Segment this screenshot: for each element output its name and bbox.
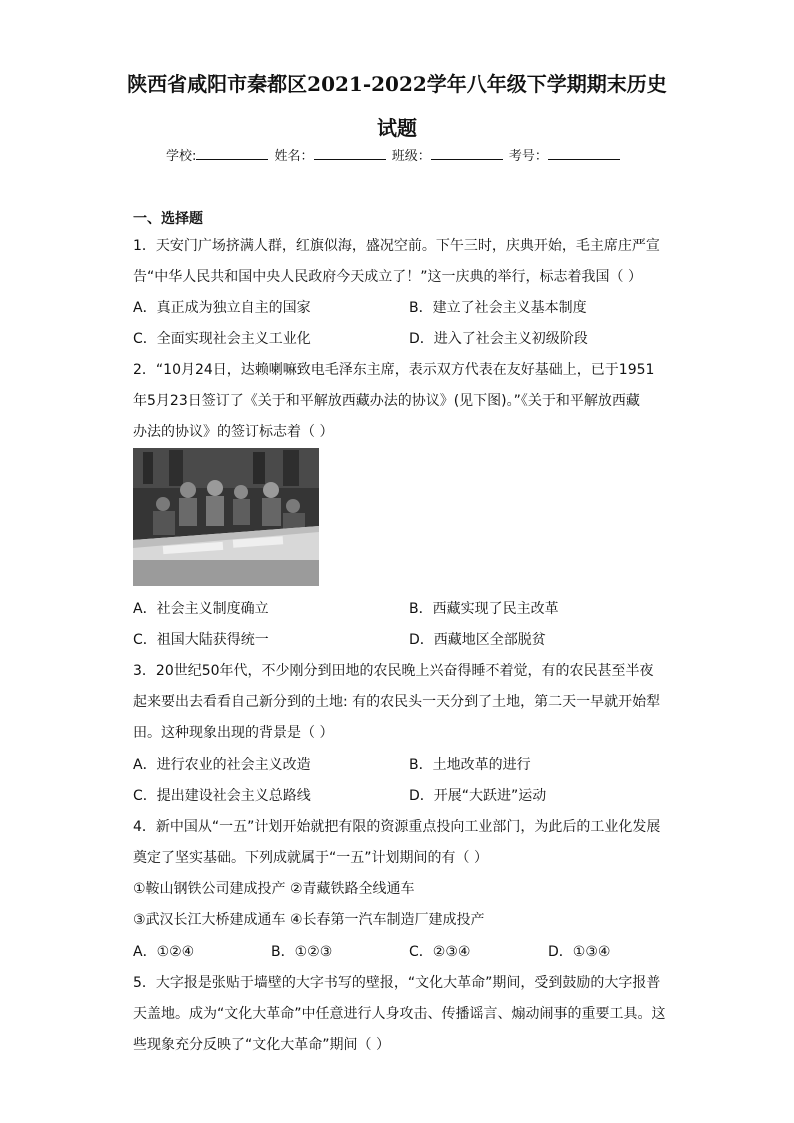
question-3-stem-line: 3．20世纪50年代，不少刚分到田地的农民晚上兴奋得睡不着觉，有的农民甚至半夜: [133, 663, 654, 679]
question-1-option-d: D．进入了社会主义初级阶段: [409, 331, 588, 347]
treaty-signing-photo: [133, 448, 319, 586]
student-info-row: [166, 145, 622, 164]
question-5-stem-line: 5．大字报是张贴于墙壁的大字书写的壁报，“文化大革命”期间，受到鼓励的大字报普: [133, 975, 661, 991]
question-1-option-c: C．全面实现社会主义工业化: [133, 331, 311, 347]
name-blank: [314, 147, 386, 160]
name-label: 姓名：: [274, 149, 314, 164]
question-2-stem-line: 年5月23日签订了《关于和平解放西藏办法的协议》(见下图)。”《关于和平解放西藏: [133, 393, 640, 409]
question-1-option-a: A．真正成为独立自主的国家: [133, 300, 311, 316]
question-3-option-d: D．开展“大跃进”运动: [409, 788, 547, 804]
question-1-option-b: B．建立了社会主义基本制度: [409, 300, 587, 316]
question-2-option-c: C．祖国大陆获得统一: [133, 632, 269, 648]
question-4-item-line: ①鞍山钢铁公司建成投产 ②青藏铁路全线通车: [133, 881, 415, 897]
question-3-option-b: B．土地改革的进行: [409, 757, 531, 773]
number-label: 考号：: [508, 149, 548, 164]
question-4-option-d: D．①③④: [548, 944, 611, 960]
school-blank: [196, 147, 268, 160]
question-2-option-d: D．西藏地区全部脱贫: [409, 632, 546, 648]
number-blank: [548, 147, 620, 160]
question-2-stem-line: 2．“10月24日，达赖喇嘛致电毛泽东主席，表示双方代表在友好基础上，已于1951: [133, 362, 655, 378]
question-3-option-c: C．提出建设社会主义总路线: [133, 788, 311, 804]
school-label: 学校:: [166, 149, 197, 164]
question-4-option-a: A．①②④: [133, 944, 195, 960]
class-blank: [431, 147, 503, 160]
question-1-stem-line: 1．天安门广场挤满人群，红旗似海，盛况空前。下午三时，庆典开始，毛主席庄严宣: [133, 238, 660, 254]
question-5-stem-line: 些现象充分反映了“文化大革命”期间（ ）: [133, 1037, 390, 1053]
question-4-option-b: B．①②③: [271, 944, 333, 960]
section-title: 一、选择题: [133, 211, 203, 227]
question-4-option-c: C．②③④: [409, 944, 471, 960]
class-label: 班级：: [391, 149, 431, 164]
question-4-stem-line: 4．新中国从“一五”计划开始就把有限的资源重点投向工业部门，为此后的工业化发展: [133, 819, 661, 835]
question-3-stem-line: 起来要出去看看自己新分到的土地: 有的农民头一天分到了土地，第二天一早就开始犁: [133, 694, 661, 710]
question-2-option-a: A．社会主义制度确立: [133, 601, 269, 617]
question-3-option-a: A．进行农业的社会主义改造: [133, 757, 311, 773]
question-4-stem-line: 奠定了坚实基础。下列成就属于“一五”计划期间的有（ ）: [133, 850, 488, 866]
exam-title-line1: 陕西省咸阳市秦都区2021-2022学年八年级下学期期末历史: [127, 72, 667, 96]
question-4-item-line: ③武汉长江大桥建成通车 ④长春第一汽车制造厂建成投产: [133, 912, 485, 928]
question-5-stem-line: 天盖地。成为“文化大革命”中任意进行人身攻击、传播谣言、煽动闹事的重要工具。这: [133, 1006, 666, 1022]
question-2-option-b: B．西藏实现了民主改革: [409, 601, 559, 617]
question-2-stem-line: 办法的协议》的签订标志着（ ）: [133, 424, 334, 440]
exam-title-line2: 试题: [377, 116, 417, 140]
question-1-stem-line: 告“中华人民共和国中央人民政府今天成立了！”这一庆典的举行，标志着我国（ ）: [133, 269, 642, 285]
question-3-stem-line: 田。这种现象出现的背景是（ ）: [133, 725, 334, 741]
